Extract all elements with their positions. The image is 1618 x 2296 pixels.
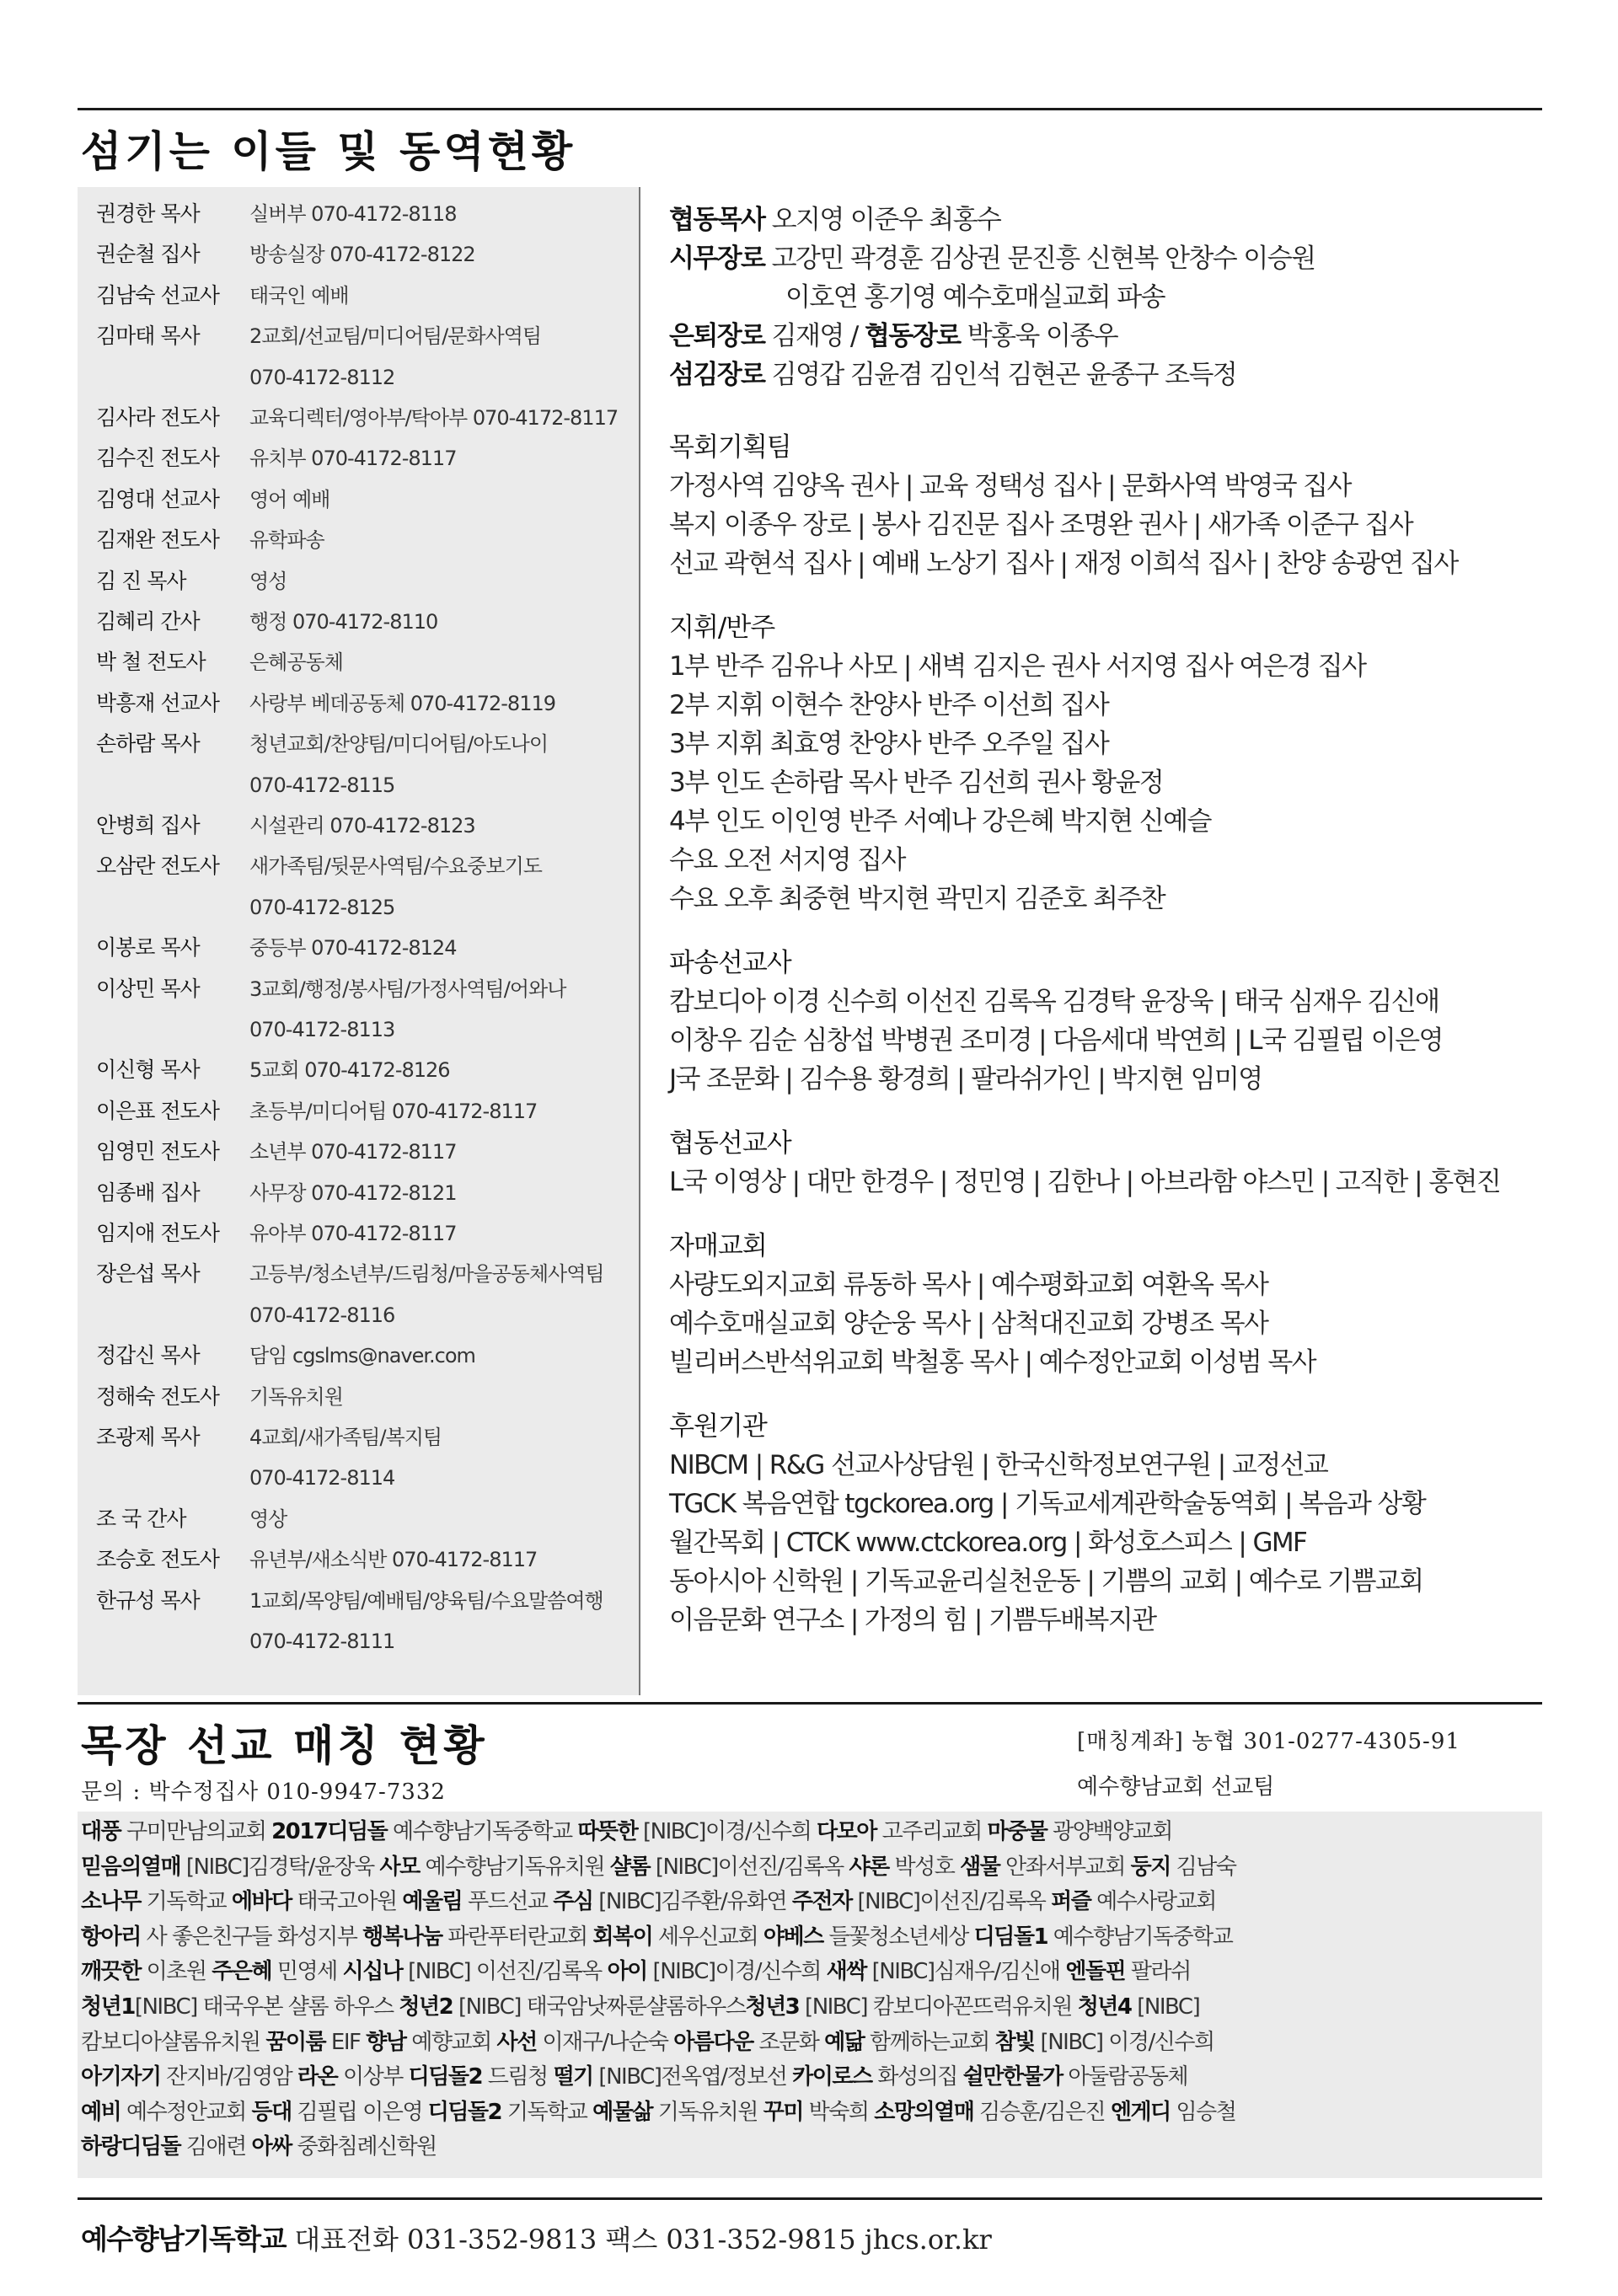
group-name: 청년2 bbox=[399, 1994, 453, 2020]
staff-name: 김마태 목사 bbox=[96, 324, 200, 349]
staff-name: 김 진 목사 bbox=[96, 568, 186, 593]
group-heading: 파송선교사 bbox=[669, 948, 791, 978]
partner-name: 푸드선교 bbox=[462, 1889, 554, 1915]
group-line: TGCK 복음연합 tgckorea.org | 기독교세계관학술동역회 | 복음과 상황 bbox=[669, 1489, 1426, 1519]
group-name: 2017디딤돌 bbox=[271, 1819, 388, 1844]
bulletin-page bbox=[78, 0, 1542, 2296]
group-line: J국 조문화 | 김수용 황경희 | 팔라쉬가인 | 박지현 임미영 bbox=[669, 1064, 1262, 1094]
group-name: 샤론 bbox=[849, 1854, 889, 1880]
matching-line bbox=[81, 1920, 1232, 1955]
elders-names: 이호연 홍기영 예수호매실교회 파송 bbox=[785, 282, 1165, 313]
group-line: 수요 오후 최중현 박지현 곽민지 김준호 최주찬 bbox=[669, 884, 1165, 914]
staff-name: 조 국 간사 bbox=[96, 1506, 186, 1531]
staff-name: 이상민 목사 bbox=[96, 976, 200, 1001]
elders-line-2 bbox=[669, 239, 1315, 278]
group-name: 대풍 bbox=[81, 1819, 121, 1844]
group-name: 샘물 bbox=[960, 1854, 1000, 1880]
group-name: 사선 bbox=[496, 2029, 537, 2055]
group-line: 월간목회 | CTCK www.ctckorea.org | 화성호스피스 | GMF bbox=[669, 1528, 1307, 1558]
group-name: 디딤돌1 bbox=[973, 1924, 1048, 1950]
group-name: 카이로스 bbox=[792, 2064, 872, 2090]
group-line: 사량도외지교회 류동하 목사 | 예수평화교회 여환옥 목사 bbox=[669, 1270, 1268, 1300]
group-heading: 목회기획팀 bbox=[669, 432, 791, 463]
group-name: 아기자기 bbox=[81, 2064, 161, 2090]
group-name: 참빛 bbox=[994, 2029, 1035, 2055]
staff-name: 조승호 전도사 bbox=[96, 1547, 219, 1572]
footer bbox=[81, 2218, 992, 2257]
matching-contact: 문의 : 박수정집사 010-9947-7332 bbox=[81, 1780, 446, 1805]
staff-name: 이봉로 목사 bbox=[96, 935, 200, 961]
partner-name: 박숙희 bbox=[802, 2099, 875, 2125]
elders-names: 고강민 곽경훈 김상권 문진흥 신현복 안창수 이승원 bbox=[764, 244, 1315, 274]
group-line: NIBCM | R&G 선교사상담원 | 한국신학정보연구원 | 교정선교 bbox=[669, 1450, 1328, 1480]
group-name: 시십나 bbox=[342, 1959, 403, 1985]
staff-info: 유치부 070-4172-8117 bbox=[249, 447, 457, 471]
staff-info: 유아부 070-4172-8117 bbox=[249, 1222, 457, 1245]
group-name: 샬롬 bbox=[609, 1854, 651, 1880]
staff-info: 070-4172-8115 bbox=[249, 773, 395, 797]
partner-name: EIF bbox=[325, 2029, 367, 2055]
group-name: 아이 bbox=[607, 1959, 647, 1985]
group-heading: 지휘/반주 bbox=[669, 613, 775, 643]
staff-info: 3교회/행정/봉사팀/가정사역팀/어와나 bbox=[249, 977, 566, 1001]
partner-name: 이상부 bbox=[337, 2064, 409, 2090]
staff-info: 유년부/새소식반 070-4172-8117 bbox=[249, 1548, 538, 1572]
partner-name: 민영세 bbox=[271, 1959, 343, 1985]
group-name: 청년1 bbox=[81, 1994, 135, 2020]
partner-name: 구미만남의교회 bbox=[121, 1819, 272, 1844]
elders-line-4 bbox=[669, 317, 1117, 356]
group-name: 아름다운 bbox=[673, 2029, 753, 2055]
group-name: 예닮 bbox=[824, 2029, 865, 2055]
group-line: 선교 곽현석 집사 | 예배 노상기 집사 | 재정 이희석 집사 | 찬양 송광연 집사 bbox=[669, 549, 1458, 579]
staff-name: 장은섭 목사 bbox=[96, 1261, 200, 1287]
group-name: 새싹 bbox=[826, 1959, 866, 1985]
group-line: L국 이영상 | 대만 한경우 | 정민영 | 김한나 | 아브라함 야스민 | 고직한 | 홍현진 bbox=[669, 1167, 1501, 1197]
group-line: 캄보디아 이경 신수희 이선진 김록옥 김경탁 윤장욱 | 태국 심재우 김신애 bbox=[669, 987, 1439, 1017]
partner-name: 기독학교 bbox=[140, 1889, 232, 1915]
group-heading: 후원기관 bbox=[669, 1411, 767, 1442]
partner-name: 아둘람공동체 bbox=[1062, 2064, 1188, 2090]
matching-line bbox=[81, 1885, 1216, 1919]
staff-name: 이신형 목사 bbox=[96, 1057, 200, 1083]
staff-info: 실버부 070-4172-8118 bbox=[249, 202, 457, 226]
staff-info: 은혜공동체 bbox=[249, 650, 343, 675]
partner-name: [NIBC]김주환/유화연 bbox=[592, 1889, 792, 1915]
partner-name: [NIBC]전옥엽/정보선 bbox=[592, 2064, 793, 2090]
partner-name: 기독학교 bbox=[501, 2099, 593, 2125]
staff-info: 영성 bbox=[249, 569, 287, 593]
staff-info: 기독유치원 bbox=[249, 1384, 343, 1409]
group-name: 하랑디딤돌 bbox=[81, 2134, 181, 2160]
matching-line bbox=[81, 2095, 1235, 2130]
elders-names: 김재영 / bbox=[764, 321, 865, 351]
staff-name: 정해숙 전도사 bbox=[96, 1383, 219, 1409]
group-name: 디딤돌2 bbox=[427, 2099, 502, 2125]
partner-name: 박성호 bbox=[888, 1854, 961, 1880]
elders-names: 김영갑 김윤겸 김인석 김현곤 윤종구 조득정 bbox=[764, 360, 1237, 390]
elders-line-5 bbox=[669, 356, 1236, 394]
staff-name: 권경한 목사 bbox=[96, 201, 200, 226]
elders-label: 섬김장로 bbox=[669, 360, 765, 390]
group-name: 주전자 bbox=[791, 1889, 852, 1915]
partner-name: [NIBC]이선진/김록옥 bbox=[851, 1889, 1052, 1915]
partner-name: 사 좋은친구들 화성지부 bbox=[140, 1924, 363, 1950]
group-name: 등대 bbox=[251, 2099, 292, 2125]
partner-name: [NIBC]김경탁/윤장욱 bbox=[180, 1854, 380, 1880]
group-name: 깨끗한 bbox=[81, 1959, 141, 1985]
elders-label: 은퇴장로 bbox=[669, 321, 765, 351]
elders-names: 박홍욱 이종우 bbox=[960, 321, 1118, 351]
staff-info: 영상 bbox=[249, 1507, 287, 1531]
partner-name: [NIBC] 태국우본 샬롬 하우스 bbox=[134, 1994, 399, 2020]
staff-info: 새가족팀/뒷문사역팀/수요중보기도 bbox=[249, 854, 542, 879]
staff-info: 070-4172-8114 bbox=[249, 1466, 395, 1491]
partner-name: [NIBC]심재우/김신애 bbox=[865, 1959, 1066, 1985]
staff-name: 박흥재 선교사 bbox=[96, 690, 219, 715]
group-line: 빌리버스반석위교회 박철홍 목사 | 예수정안교회 이성범 목사 bbox=[669, 1347, 1316, 1378]
staff-info: 사무장 070-4172-8121 bbox=[249, 1180, 457, 1205]
staff-info: 사랑부 베데공동체 070-4172-8119 bbox=[249, 691, 556, 715]
staff-info: 담임 cgslms@naver.com bbox=[249, 1344, 475, 1368]
group-line: 4부 인도 이인영 반주 서예나 강은혜 박지현 신예슬 bbox=[669, 806, 1211, 837]
matching-line bbox=[81, 1955, 1191, 1989]
staff-info: 4교회/새가족팀/복지팀 bbox=[249, 1426, 442, 1449]
staff-name: 정갑신 목사 bbox=[96, 1343, 200, 1368]
staff-info: 070-4172-8113 bbox=[249, 1018, 395, 1041]
group-name: 꾸미 bbox=[763, 2099, 803, 2125]
staff-name: 박 철 전도사 bbox=[96, 650, 206, 675]
matching-line bbox=[81, 2130, 437, 2165]
partner-name: 중화침례신학원 bbox=[291, 2134, 437, 2160]
staff-info: 고등부/청소년부/드림청/마을공동체사역팀 bbox=[249, 1262, 604, 1287]
group-name: 회복이 bbox=[592, 1924, 653, 1950]
group-name: 쉴만한물가 bbox=[962, 2064, 1063, 2090]
matching-line bbox=[81, 1850, 1235, 1885]
group-line: 3부 인도 손하람 목사 반주 김선희 권사 황윤정 bbox=[669, 768, 1164, 798]
partner-name: 이재구/나순숙 bbox=[536, 2029, 674, 2055]
partner-name: 함께하는교회 bbox=[864, 2029, 995, 2055]
group-name: 라온 bbox=[297, 2064, 338, 2090]
group-name: 믿음의열매 bbox=[81, 1854, 181, 1880]
matching-section-title: 목장 선교 매칭 현황 bbox=[81, 1721, 488, 1770]
staff-info: 시설관리 070-4172-8123 bbox=[249, 814, 475, 838]
bottom-rule bbox=[78, 2197, 1542, 2200]
group-line: 수요 오전 서지영 집사 bbox=[669, 845, 905, 875]
staff-info: 2교회/선교팀/미디어팀/문화사역팀 bbox=[249, 324, 542, 349]
group-name: 청년4 bbox=[1077, 1994, 1132, 2020]
staff-name: 김사라 전도사 bbox=[96, 405, 219, 430]
matching-line bbox=[81, 1990, 1199, 2025]
group-line: 가정사역 김양옥 권사 | 교육 정택성 집사 | 문화사역 박영국 집사 bbox=[669, 471, 1351, 501]
group-name: 야베스 bbox=[763, 1924, 823, 1950]
group-name: 꿈이룸 bbox=[265, 2029, 326, 2055]
staff-info: 중등부 070-4172-8124 bbox=[249, 936, 457, 961]
staff-name: 임영민 전도사 bbox=[96, 1139, 219, 1164]
group-line: 2부 지휘 이현수 찬양사 반주 이선희 집사 bbox=[669, 690, 1109, 720]
partner-name: 예수정안교회 bbox=[121, 2099, 252, 2125]
partner-name: 팔라쉬 bbox=[1125, 1959, 1191, 1985]
group-name: 소망의열매 bbox=[874, 2099, 974, 2125]
matching-line bbox=[81, 2060, 1187, 2095]
matching-list bbox=[78, 1812, 1542, 2178]
group-line: 예수호매실교회 양순웅 목사 | 삼척대진교회 강병조 목사 bbox=[669, 1309, 1268, 1339]
top-rule bbox=[78, 108, 1542, 110]
partner-name: 드림청 bbox=[482, 2064, 554, 2090]
group-heading: 협동선교사 bbox=[669, 1128, 791, 1159]
staff-info: 070-4172-8125 bbox=[249, 895, 395, 919]
partner-name: 예수향남기독중학교 bbox=[387, 1819, 578, 1844]
group-name: 항아리 bbox=[81, 1924, 141, 1950]
partner-name: 김필립 이은영 bbox=[291, 2099, 428, 2125]
partner-name: 광양백양교회 bbox=[1047, 1819, 1172, 1844]
staff-name: 한규성 목사 bbox=[96, 1587, 200, 1613]
staff-name: 김혜리 간사 bbox=[96, 609, 200, 634]
group-name: 사모 bbox=[379, 1854, 420, 1880]
staff-name: 이은표 전도사 bbox=[96, 1098, 219, 1123]
group-name: 떨기 bbox=[553, 2064, 593, 2090]
mid-rule bbox=[78, 1702, 1542, 1705]
group-line: 이창우 김순 심창섭 박병권 조미경 | 다음세대 박연희 | L국 김필립 이은영 bbox=[669, 1025, 1443, 1056]
elders-label: 협동장로 bbox=[865, 321, 961, 351]
mission-team: 예수향남교회 선교팀 bbox=[1077, 1774, 1275, 1800]
partner-name: [NIBC]이경/신수희 bbox=[637, 1819, 817, 1844]
school-name: 예수향남기독학교 bbox=[81, 2223, 287, 2256]
school-contact: 대표전화 031-352-9813 팩스 031-352-9815 jhcs.or.kr bbox=[286, 2224, 992, 2256]
group-name: 소나무 bbox=[81, 1889, 141, 1915]
staff-name: 권순철 집사 bbox=[96, 242, 200, 267]
partner-name: [NIBC] 태국암낫짜룬샬롬하우스 bbox=[453, 1994, 746, 2020]
partner-name: 김남숙 bbox=[1170, 1854, 1236, 1880]
matching-line bbox=[81, 2026, 1214, 2060]
group-name: 예물삶 bbox=[592, 2099, 653, 2125]
partner-name: 이초원 bbox=[140, 1959, 212, 1985]
partner-name: 임승철 bbox=[1170, 2099, 1236, 2125]
group-name: 주심 bbox=[553, 1889, 593, 1915]
group-name: 아싸 bbox=[251, 2134, 292, 2160]
partner-name: 고주리교회 bbox=[876, 1819, 988, 1844]
group-name: 에바다 bbox=[231, 1889, 292, 1915]
group-heading: 자매교회 bbox=[669, 1231, 767, 1261]
partner-name: 김애련 bbox=[180, 2134, 252, 2160]
elders-label: 시무장로 bbox=[669, 244, 765, 274]
elders-label: 협동목사 bbox=[669, 205, 765, 235]
partner-name: 기독유치원 bbox=[652, 2099, 763, 2125]
staff-info: 영어 예배 bbox=[249, 487, 330, 511]
staff-info: 070-4172-8116 bbox=[249, 1303, 395, 1327]
group-name: 마중물 bbox=[987, 1819, 1047, 1844]
group-line: 동아시아 신학원 | 기독교윤리실천운동 | 기쁨의 교회 | 예수로 기쁨교회 bbox=[669, 1566, 1423, 1597]
partner-name: 화성의집 bbox=[871, 2064, 963, 2090]
group-name: 예울림 bbox=[402, 1889, 463, 1915]
matching-line bbox=[81, 1815, 1172, 1849]
staff-info: 070-4172-8112 bbox=[249, 365, 395, 389]
partner-name: [NIBC]이경/신수희 bbox=[646, 1959, 827, 1985]
staff-name: 손하람 목사 bbox=[96, 731, 200, 757]
staff-name: 조광제 목사 bbox=[96, 1425, 200, 1449]
partner-name: 안좌서부교회 bbox=[999, 1854, 1131, 1880]
staff-info: 초등부/미디어팀 070-4172-8117 bbox=[249, 1099, 538, 1123]
staff-info: 5교회 070-4172-8126 bbox=[249, 1058, 450, 1083]
staff-info: 소년부 070-4172-8117 bbox=[249, 1140, 457, 1164]
group-name: 주은혜 bbox=[212, 1959, 272, 1985]
group-line: 1부 반주 김유나 사모 | 새벽 김지은 권사 서지영 집사 여은경 집사 bbox=[669, 651, 1366, 682]
group-line: 이음문화 연구소 | 가정의 힘 | 기쁨두배복지관 bbox=[669, 1605, 1156, 1635]
staff-info: 교육디렉터/영아부/탁아부 070-4172-8117 bbox=[249, 406, 619, 430]
group-name: 둥지 bbox=[1130, 1854, 1171, 1880]
staff-name: 안병희 집사 bbox=[96, 813, 200, 838]
staff-name: 오삼란 전도사 bbox=[96, 854, 219, 879]
partner-name: 태국고아원 bbox=[291, 1889, 403, 1915]
partner-name: 잔지바/김영암 bbox=[160, 2064, 297, 2090]
partner-name: 들꽃청소년세상 bbox=[822, 1924, 974, 1950]
partner-name: [NIBC] 캄보디아꼰뜨럭유치원 bbox=[799, 1994, 1078, 2020]
partner-name: [NIBC] 이경/신수희 bbox=[1034, 2029, 1214, 2055]
group-line: 3부 지휘 최효영 찬양사 반주 오주일 집사 bbox=[669, 729, 1109, 759]
staff-info: 방송실장 070-4172-8122 bbox=[249, 243, 475, 267]
group-name: 행복나눔 bbox=[362, 1924, 442, 1950]
group-name: 엔돌핀 bbox=[1065, 1959, 1126, 1985]
group-name: 디딤돌2 bbox=[408, 2064, 483, 2090]
matching-account: [매칭계좌] 농협 301-0277-4305-91 bbox=[1077, 1729, 1460, 1754]
group-name: 예비 bbox=[81, 2099, 121, 2125]
staff-name: 김영대 선교사 bbox=[96, 486, 219, 511]
partner-name: 예향교회 bbox=[405, 2029, 497, 2055]
elders-line-3 bbox=[785, 278, 1165, 317]
column-divider bbox=[639, 187, 640, 1695]
staff-name: 김수진 전도사 bbox=[96, 446, 219, 471]
partner-name: 세우신교회 bbox=[652, 1924, 763, 1950]
group-name: 엔게디 bbox=[1110, 2099, 1171, 2125]
partner-name: 조문화 bbox=[753, 2029, 825, 2055]
elders-names: 오지영 이준우 최홍수 bbox=[764, 205, 1001, 235]
staff-info: 1교회/목양팀/예배팀/양육팀/수요말씀여행 bbox=[249, 1588, 603, 1613]
partner-name: 예수사랑교회 bbox=[1090, 1889, 1216, 1915]
staff-name: 김재완 전도사 bbox=[96, 527, 219, 553]
group-name: 따뜻한 bbox=[577, 1819, 638, 1844]
staff-name: 임종배 집사 bbox=[96, 1180, 200, 1205]
partner-name: 캄보디아샬롬유치원 bbox=[81, 2029, 266, 2055]
staff-name: 임지애 전도사 bbox=[96, 1221, 219, 1245]
staff-info: 유학파송 bbox=[249, 528, 324, 553]
group-name: 청년3 bbox=[745, 1994, 800, 2020]
group-name: 퍼즐 bbox=[1051, 1889, 1091, 1915]
group-line: 복지 이종우 장로 | 봉사 김진문 집사 조명완 권사 | 새가족 이준구 집사 bbox=[669, 510, 1413, 540]
staff-info: 청년교회/찬양팀/미디어팀/아도나이 bbox=[249, 732, 549, 757]
group-name: 다모아 bbox=[817, 1819, 876, 1844]
staff-directory bbox=[78, 187, 639, 1695]
staff-section-title: 섬기는 이들 및 동역현황 bbox=[81, 126, 576, 176]
partner-name: 예수향남기독유치원 bbox=[419, 1854, 610, 1880]
partner-name: 파란푸터란교회 bbox=[442, 1924, 593, 1950]
partner-name: [NIBC]이선진/김록옥 bbox=[650, 1854, 849, 1880]
staff-info: 태국인 예배 bbox=[249, 283, 349, 308]
staff-name: 김남숙 선교사 bbox=[96, 282, 219, 308]
elders-line-1 bbox=[669, 201, 1000, 239]
staff-info: 070-4172-8111 bbox=[249, 1630, 395, 1653]
partner-name: [NIBC] 이선진/김록옥 bbox=[402, 1959, 608, 1985]
staff-info: 행정 070-4172-8110 bbox=[249, 610, 438, 634]
partner-name: [NIBC] bbox=[1131, 1994, 1200, 2020]
group-name: 향남 bbox=[366, 2029, 406, 2055]
partner-name: 김승훈/김은진 bbox=[973, 2099, 1111, 2125]
partner-name: 예수향남기독중학교 bbox=[1047, 1924, 1233, 1950]
